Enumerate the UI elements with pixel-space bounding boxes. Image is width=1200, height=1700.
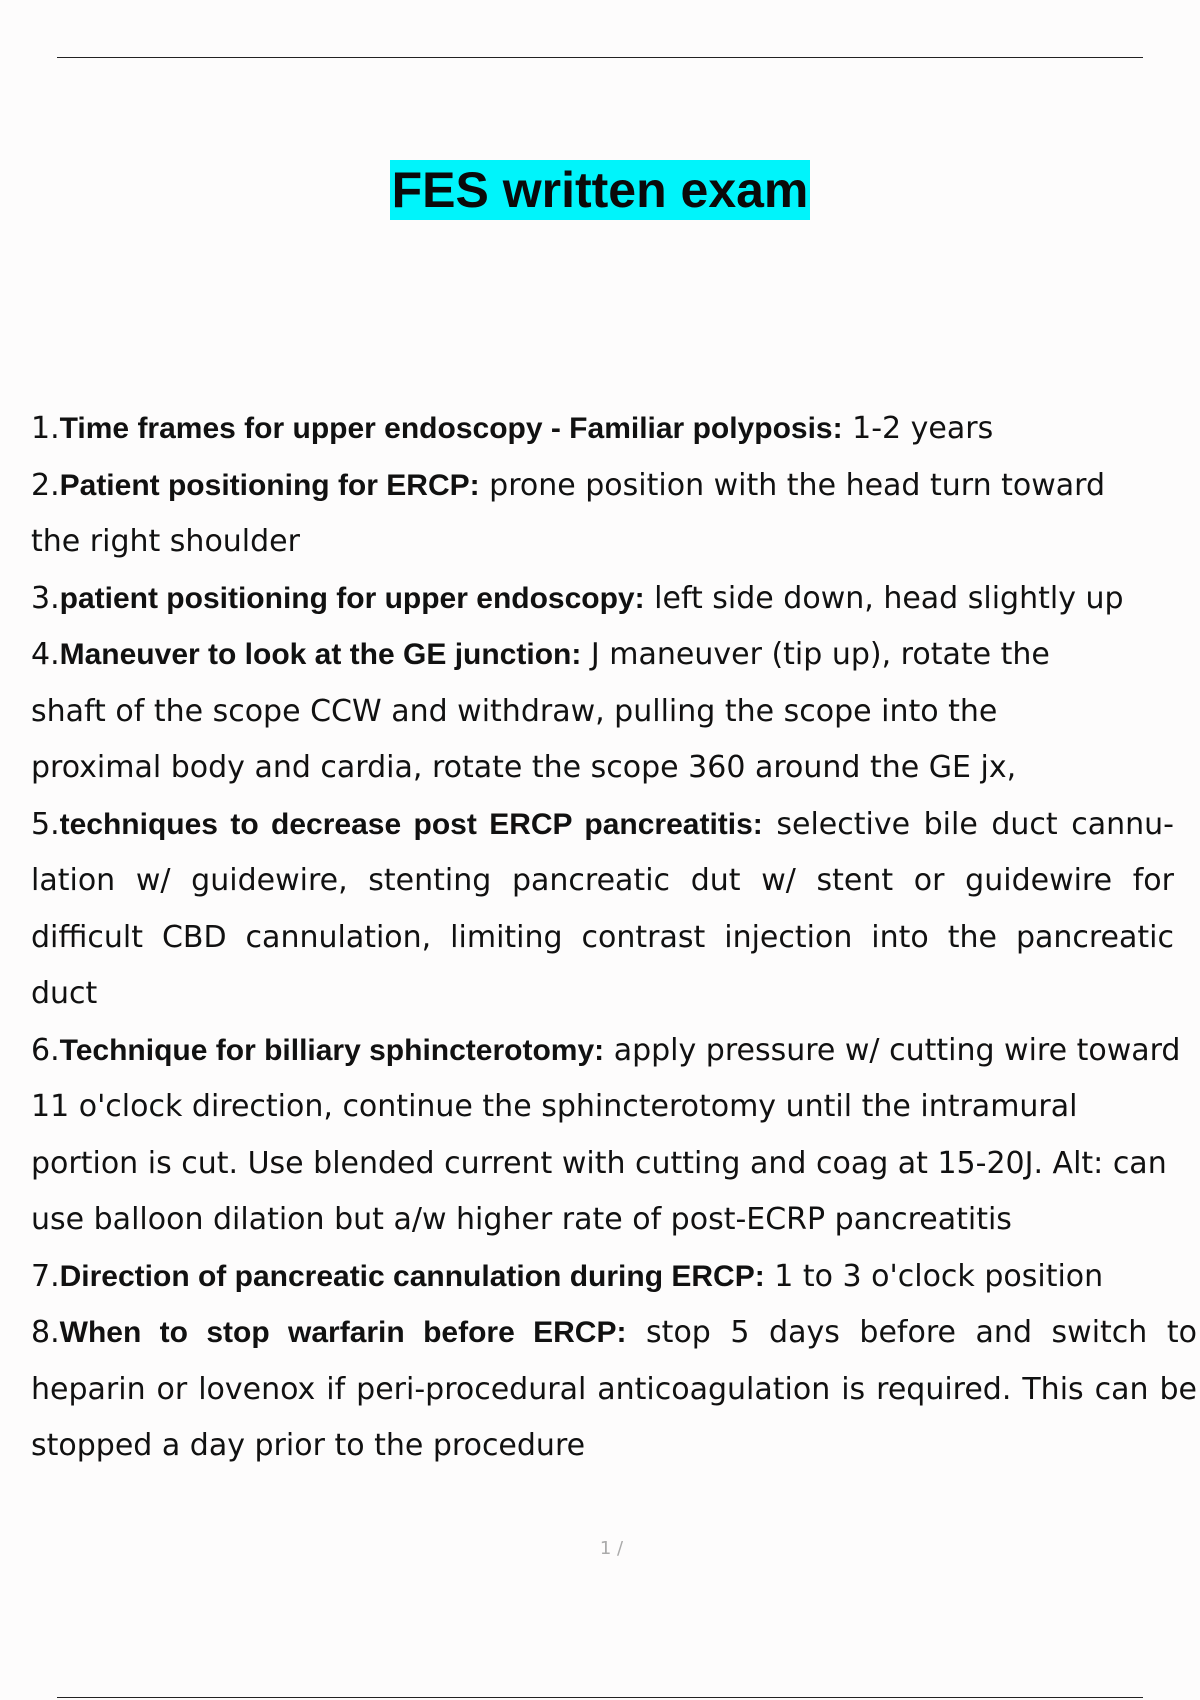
item-answer: left side down, head slightly up [654, 580, 1124, 616]
item-number: 4. [31, 637, 60, 672]
item-question: Maneuver to look at the GE junction: [59, 638, 582, 671]
item-number: 8. [31, 1315, 60, 1350]
page-number: 1 / [599, 1538, 624, 1559]
item-question: patient positioning for upper endoscopy: [59, 581, 645, 615]
list-item [31, 1305, 1197, 1475]
list-item [31, 458, 1141, 571]
item-number: 7. [31, 1258, 60, 1294]
list-item [31, 571, 1173, 628]
item-answer: prone position with the head turn toward the right shoulder [31, 467, 1106, 559]
title-container [0, 160, 1200, 220]
item-question: techniques to decrease post ERCP pancreatitis: [59, 807, 763, 841]
list-item [31, 401, 1173, 458]
item-question: Technique for billiary sphincterotomy: [59, 1033, 605, 1067]
list-item [31, 1023, 1181, 1249]
item-number: 6. [31, 1032, 60, 1068]
item-question: When to stop warfarin before ERCP: [59, 1316, 627, 1349]
item-question: Direction of pancreatic cannulation during ERCP: [59, 1259, 765, 1293]
list-item [31, 797, 1174, 1023]
item-answer: apply pressure w/ cutting wire toward 11 o'clock direction, continue the sphincterotomy until the intramural portion is cut. Use blended current with cutting and coag at 15-20J. Alt: can use balloon dilation but a/w higher rate of post-ECRP pancreatitis [31, 1032, 1181, 1237]
item-question: Patient positioning for ERCP: [59, 468, 480, 502]
item-answer: stop 5 days before and switch to heparin or lovenox if peri-procedural anticoagulation is required. This can be stopped a day prior to the procedure [31, 1315, 1197, 1463]
item-answer: J maneuver (tip up), rotate the shaft of the scope CCW and withdraw, pulling the scope into the proximal body and cardia, rotate the scope 360 around the GE jx, [31, 637, 1050, 785]
question-list [31, 401, 1197, 1475]
document-title: FES written exam [391, 162, 809, 218]
item-question: Time frames for upper endoscopy - Familiar polyposis: [59, 412, 843, 445]
list-item [31, 1249, 1173, 1306]
item-number: 5. [31, 806, 60, 842]
item-number: 2. [31, 467, 60, 503]
top-rule [57, 57, 1143, 58]
list-item [31, 627, 1121, 797]
bottom-rule [57, 1697, 1143, 1698]
item-answer: 1 to 3 o'clock position [774, 1258, 1104, 1294]
item-number: 3. [31, 580, 60, 616]
item-number: 1. [31, 411, 60, 446]
item-answer: 1-2 years [852, 411, 994, 446]
item-answer: selective bile duct cannu- lation w/ guidewire, stenting pancreatic dut w/ stent or guidewire for difficult CBD cannulation, limiting contrast injection into the pancreatic duct [31, 806, 1174, 1011]
